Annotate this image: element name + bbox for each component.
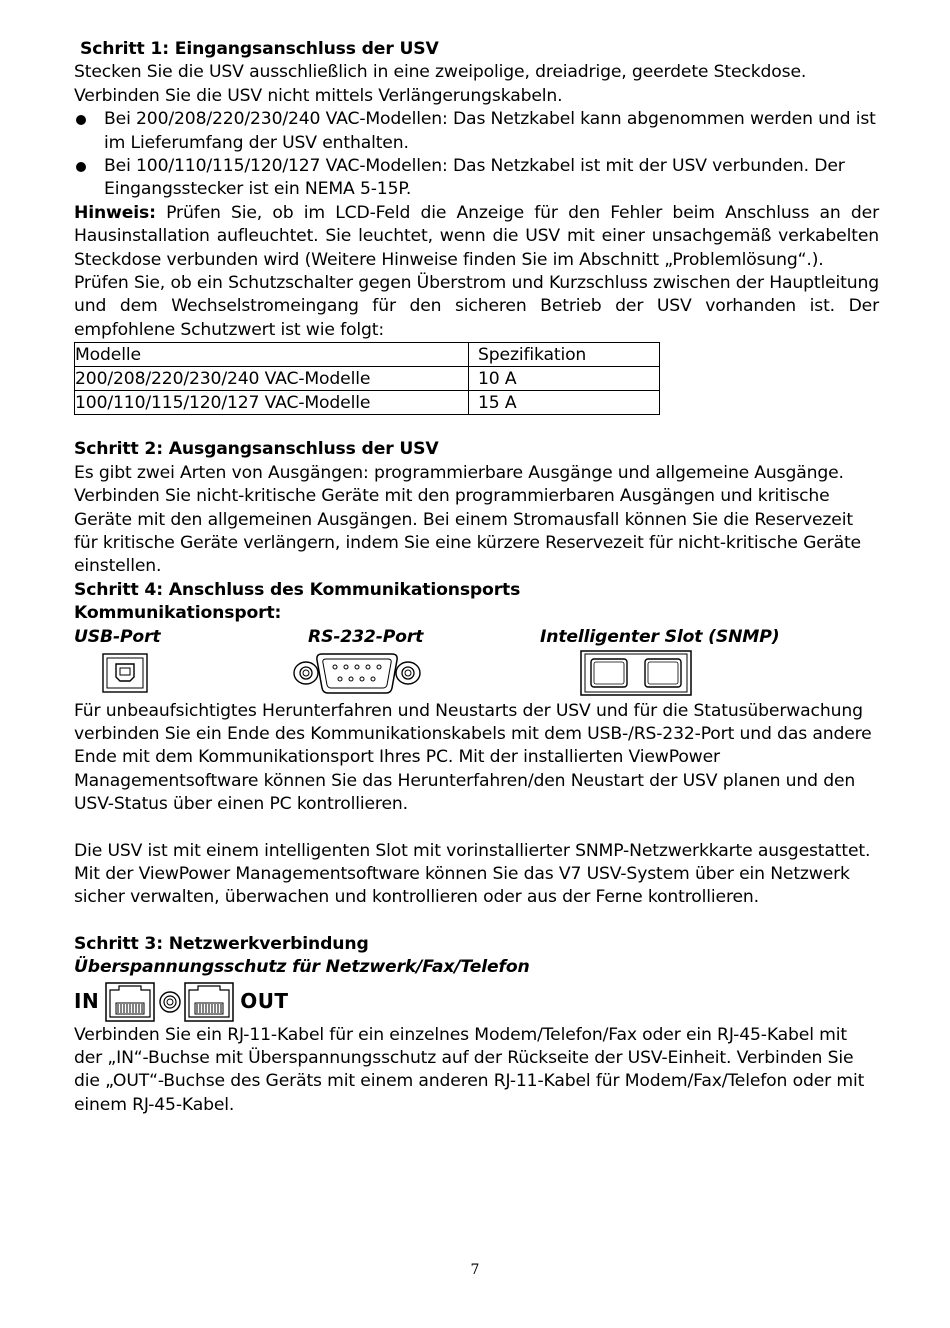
table-cell: 200/208/220/230/240 VAC-Modelle — [75, 367, 469, 391]
table-cell: 100/110/115/120/127 VAC-Modelle — [75, 391, 469, 415]
snmp-slot-icon — [580, 650, 692, 696]
note-label: Hinweis: — [74, 202, 156, 223]
protection-table — [74, 342, 660, 415]
rs232-port-icon — [292, 650, 422, 696]
bullet-icon — [76, 162, 86, 172]
in-label: IN — [74, 988, 100, 1013]
port-icons — [74, 650, 879, 700]
step3-heading: Schritt 3: Netzwerkverbindung — [74, 933, 369, 954]
rj-jack-in-icon — [105, 982, 235, 1022]
step3-text: Verbinden Sie ein RJ-11-Kabel für ein einzelnes Modem/Telefon/Fax oder ein RJ-45-Kabel mit der „IN“-Buchse mit Überspannungsschutz auf der Rückseite der USV-Einheit. Verbinden Sie die „OUT“-Buchse des Geräts mit einem anderen RJ-11-Kabel für Modem/Fax/Telefon oder mit einem RJ-45-Kabel. — [74, 1024, 865, 1115]
step4-subheading: Kommunikationsport: — [74, 603, 282, 624]
out-label: OUT — [240, 988, 289, 1013]
step4-paragraph2: Die USV ist mit einem intelligenten Slot mit vorinstallierter SNMP-Netzwerkkarte ausgestattet. Mit der ViewPower Managementsoftware können Sie das V7 USV-System über ein Netzwerk sicher verwalten, überwachen und kontrollieren oder aus der Ferne kontrollieren. — [74, 840, 871, 908]
table-header-row — [75, 343, 660, 367]
table-cell: 10 A — [469, 367, 660, 391]
document-page — [74, 38, 879, 1117]
bullet-text: Bei 200/208/220/230/240 VAC-Modellen: Das Netzkabel kann abgenommen werden und ist im Lieferumfang der USV enthalten. — [104, 109, 876, 153]
rs232-port-label: RS-232-Port — [308, 626, 424, 647]
step1-line1: Stecken Sie die USV ausschließlich in eine zweipolige, dreiadrige, geerdete Steckdose. — [74, 62, 807, 83]
snmp-slot-label: Intelligenter Slot (SNMP) — [540, 626, 780, 647]
usb-port-icon — [102, 653, 148, 693]
table-row — [75, 391, 660, 415]
step4-paragraph1: Für unbeaufsichtigtes Herunterfahren und Neustarts der USV und für die Statusüberwachung verbinden Sie ein Ende des Kommunikationskabels mit dem USB-/RS-232-Port und das andere Ende mit dem Kommunikationsport Ihres PC. Mit der installierten ViewPower Managementsoftware können Sie das Herunterfahren/den Neustart der USV planen und den USV-Status über einen PC kontrollieren. — [74, 700, 872, 815]
coax-icon — [160, 992, 180, 1012]
bullet-text: Bei 100/110/115/120/127 VAC-Modellen: Das Netzkabel ist mit der USV verbunden. Der Eingangsstecker ist ein NEMA 5-15P. — [104, 156, 845, 200]
breaker-paragraph: Prüfen Sie, ob ein Schutzschalter gegen Überstrom und Kurzschluss zwischen der Hauptleitung und dem Wechselstromeingang für den sicheren Betrieb der USV vorhanden ist. Der empfohlene Schutzwert ist wie folgt: — [74, 273, 879, 340]
table-header-cell: Modelle — [75, 343, 469, 367]
table-cell: 15 A — [469, 391, 660, 415]
bullet-item — [74, 155, 879, 202]
step2-heading: Schritt 2: Ausgangsanschluss der USV — [74, 439, 439, 460]
port-labels — [74, 626, 879, 650]
step2-text: Es gibt zwei Arten von Ausgängen: programmierbare Ausgänge und allgemeine Ausgänge. Verbinden Sie nicht-kritische Geräte mit den programmierbaren Ausgängen und kritische Geräte mit den allgemeinen Ausgängen. Bei einem Stromausfall können Sie die Reservezeit für kritische Geräte verlängern, indem Sie eine kürzere Reservezeit für nicht-kritische Geräte einstellen. — [74, 462, 861, 577]
table-header-cell: Spezifikation — [469, 343, 660, 367]
bullet-icon — [76, 115, 86, 125]
step3-subheading: Überspannungsschutz für Netzwerk/Fax/Telefon — [74, 957, 530, 978]
table-row — [75, 367, 660, 391]
bullet-item — [74, 108, 879, 155]
network-jacks — [74, 980, 879, 1024]
step4-heading: Schritt 4: Anschluss des Kommunikationsports — [74, 579, 521, 600]
note-text: Prüfen Sie, ob im LCD-Feld die Anzeige für den Fehler beim Anschluss an der Hausinstallation aufleuchtet. Sie leuchtet, wenn die USV mit einer unsachgemäß verkabelten Steckdose verbunden wird (Weitere Hinweise finden Sie im Abschnitt „Problemlösung“.). — [74, 202, 879, 270]
note-paragraph — [74, 202, 879, 272]
page-number: 7 — [470, 1262, 480, 1278]
usb-port-label: USB-Port — [74, 626, 161, 647]
step1-line2: Verbinden Sie die USV nicht mittels Verlängerungskabeln. — [74, 85, 563, 106]
step1-heading: Schritt 1: Eingangsanschluss der USV — [80, 39, 439, 59]
